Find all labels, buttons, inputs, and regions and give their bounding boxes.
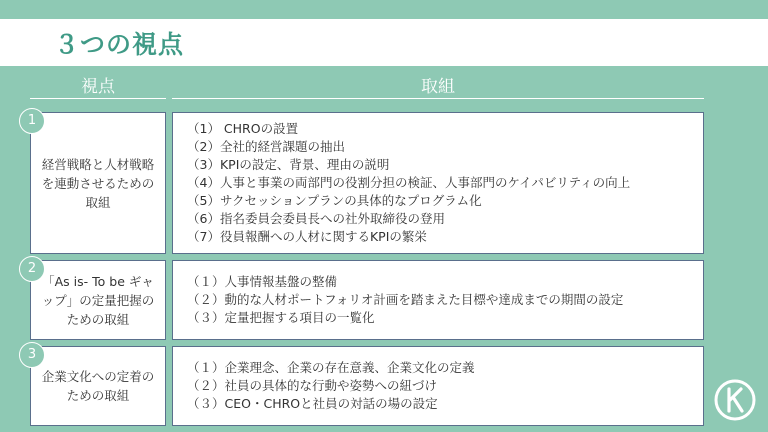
number-badge-2: 2 xyxy=(19,256,45,282)
viewpoint-box-1 xyxy=(30,112,166,254)
viewpoint-text: 「As is- To be ギャップ」の定量把握のための取組 xyxy=(41,273,155,327)
initiatives-box-3 xyxy=(172,346,704,426)
list-item: （6）指名委員会委員長への社外取締役の登用 xyxy=(187,211,445,226)
list-item: （5）サクセッションプランの具体的なプログラム化 xyxy=(187,193,482,208)
viewpoint-text: 経営戦略と人材戦略を連動させるための取組 xyxy=(41,156,155,210)
list-item: （１）企業理念、企業の存在意義、企業文化の定義 xyxy=(187,360,475,375)
list-item: （4）人事と事業の両部門の役割分担の検証、人事部門のケイパビリティの向上 xyxy=(187,175,631,190)
list-item: （１）人事情報基盤の整備 xyxy=(187,274,338,289)
header-viewpoint: 視点 xyxy=(30,72,166,99)
list-item: （２）動的な人材ポートフォリオ計画を踏まえた目標や達成までの期間の設定 xyxy=(187,292,624,307)
list-item: （3）KPIの設定、背景、理由の説明 xyxy=(187,157,390,172)
viewpoint-text: 企業文化への定着のための取組 xyxy=(41,369,155,403)
list-item: （1） CHROの設置 xyxy=(187,121,299,136)
initiatives-box-1 xyxy=(172,112,704,254)
list-item: （３）定量把握する項目の一覧化 xyxy=(187,310,375,325)
circled-k-logo-icon xyxy=(713,378,757,422)
list-item: （２）社員の具体的な行動や姿勢への紐づけ xyxy=(187,378,438,393)
viewpoint-box-3 xyxy=(30,346,166,426)
initiatives-box-2 xyxy=(172,260,704,340)
title-bar xyxy=(0,19,768,66)
page-title: ３つの視点 xyxy=(54,30,185,59)
list-item: （2）全社的経営課題の抽出 xyxy=(187,139,345,154)
list-item: （7）役員報酬への人材に関するKPIの繁栄 xyxy=(187,229,427,244)
number-badge-3: 3 xyxy=(19,342,45,368)
list-item: （３）CEO・CHROと社員の対話の場の設定 xyxy=(187,396,438,411)
header-initiatives: 取組 xyxy=(172,72,704,99)
viewpoint-box-2 xyxy=(30,260,166,340)
number-badge-1: 1 xyxy=(19,108,45,134)
